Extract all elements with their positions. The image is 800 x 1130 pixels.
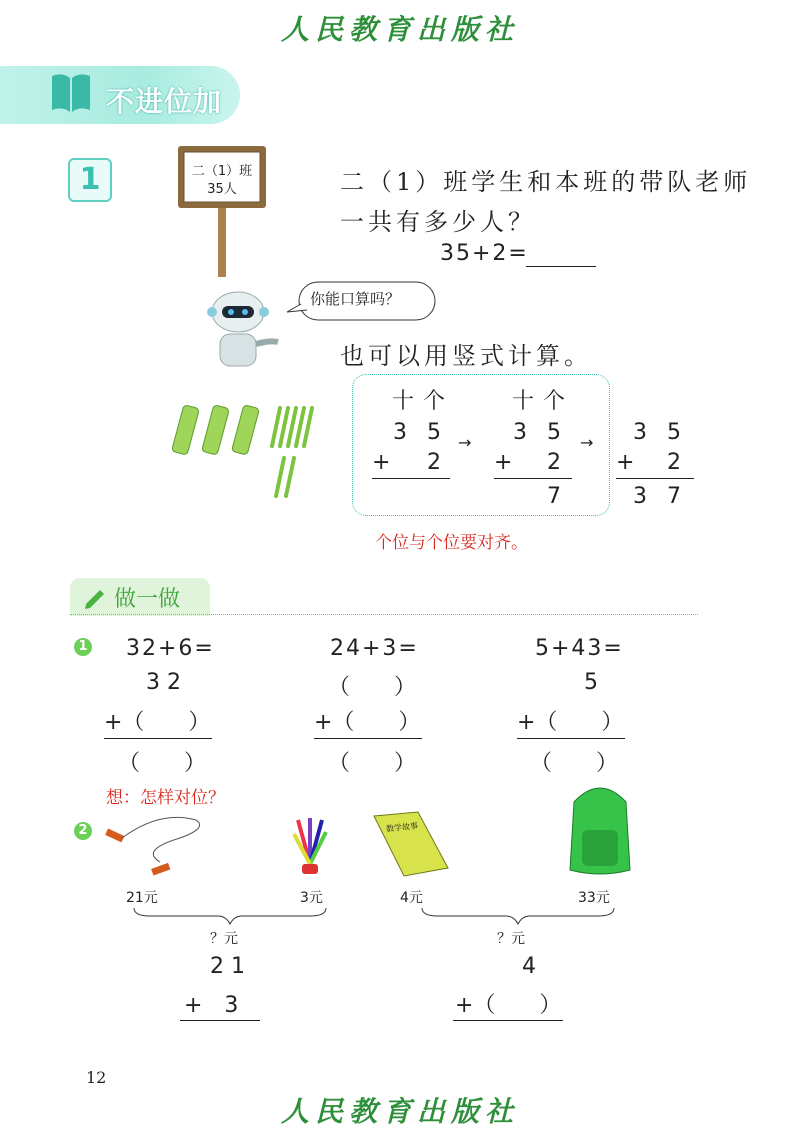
practice-divider [70,614,698,615]
align-note: 个位与个位要对齐。 [375,533,528,553]
q1-add-1: +（ ） [104,710,211,735]
calc3-op: + [616,450,635,475]
counting-sticks-illustration [168,402,318,502]
question-left: ？元 [210,931,238,947]
q1-result-1: （ ） [118,751,207,776]
vertical-calc-box [352,374,610,516]
calc3-result-tens: 3 [633,484,647,509]
page-number: 12 [86,1068,107,1087]
calc1-tens: 3 [393,420,407,445]
price-rope: 21元 [126,890,158,906]
q1-eq-3: 5+43= [535,636,624,661]
calc3-tens: 3 [633,420,647,445]
vertical-hint: 也可以用竖式计算。 [340,342,592,370]
right-calc-top: 4 [522,954,536,979]
place-one-2: 个 [543,389,566,414]
shuttlecock-illustration [286,814,336,880]
question-line2: 一共有多少人？ [340,208,536,236]
book-label: 数学故事 [385,821,419,834]
practice-title: 做一做 [114,587,181,612]
price-backpack: 33元 [578,890,610,906]
question-line1: 二（1）班学生和本班的带队老师 [340,168,752,196]
example-number: 1 [68,158,112,202]
q1-top-2: （ ） [328,675,417,700]
q1-line-1 [104,738,212,739]
calc2-tens: 3 [513,420,527,445]
calc2-add: 2 [547,450,561,475]
publisher-footer: 人民教育出版社 [280,1095,519,1128]
q1-top-3: 5 [584,670,598,695]
calc3-line [616,478,694,479]
question-right: ？元 [497,931,525,947]
left-brace [130,906,330,926]
think-note: 想：怎样对位？ [106,788,225,808]
q1-eq-1: 32+6= [126,636,215,661]
price-book: 4元 [400,890,423,906]
calc2-result: 7 [547,484,561,509]
calc3-ones: 5 [667,420,681,445]
q1-add-3: +（ ） [517,710,624,735]
right-calc-add: +（ ） [455,993,562,1018]
q1-number: 1 [74,638,92,656]
book-icon [48,70,94,116]
calc1-op: + [372,450,391,475]
q1-line-2 [314,738,422,739]
calc1-line [372,478,450,479]
calc2-ones: 5 [547,420,561,445]
price-shuttlecock: 3元 [300,890,323,906]
right-brace [418,906,618,926]
pencil-icon [82,584,108,610]
calc1-add: 2 [427,450,441,475]
place-ten-2: 十 [512,389,535,414]
robot-illustration [200,290,290,370]
sign-line2: 35人 [207,182,237,197]
place-one-1: 个 [423,389,446,414]
left-calc-line [180,1020,260,1021]
answer-blank [526,266,596,267]
calc3-result-ones: 7 [667,484,681,509]
calc2-op: + [494,450,513,475]
right-calc-line [453,1020,563,1021]
arrow-icon: → [458,433,472,452]
section-title: 不进位加 [106,85,223,118]
q2-number: 2 [74,822,92,840]
calc2-line [494,478,572,479]
arrow-icon: → [580,433,594,452]
publisher-header: 人民教育出版社 [280,13,519,46]
q1-result-2: （ ） [328,751,417,776]
calc3-add: 2 [667,450,681,475]
q1-result-3: （ ） [530,751,619,776]
sign-line1: 二（1）班 [191,164,253,179]
q1-add-2: +（ ） [314,710,421,735]
robot-bubble-text: 你能口算吗？ [310,290,401,308]
place-ten-1: 十 [392,389,415,414]
calc1-ones: 5 [427,420,441,445]
q1-eq-2: 24+3= [330,636,419,661]
q1-top-1: 3 2 [146,670,181,695]
backpack-illustration [560,778,640,878]
equation: 35+2= [440,241,529,266]
jump-rope-illustration [100,810,210,882]
q1-line-3 [517,738,625,739]
left-calc-add: + 3 [184,993,239,1018]
left-calc-top: 2 1 [210,954,245,979]
